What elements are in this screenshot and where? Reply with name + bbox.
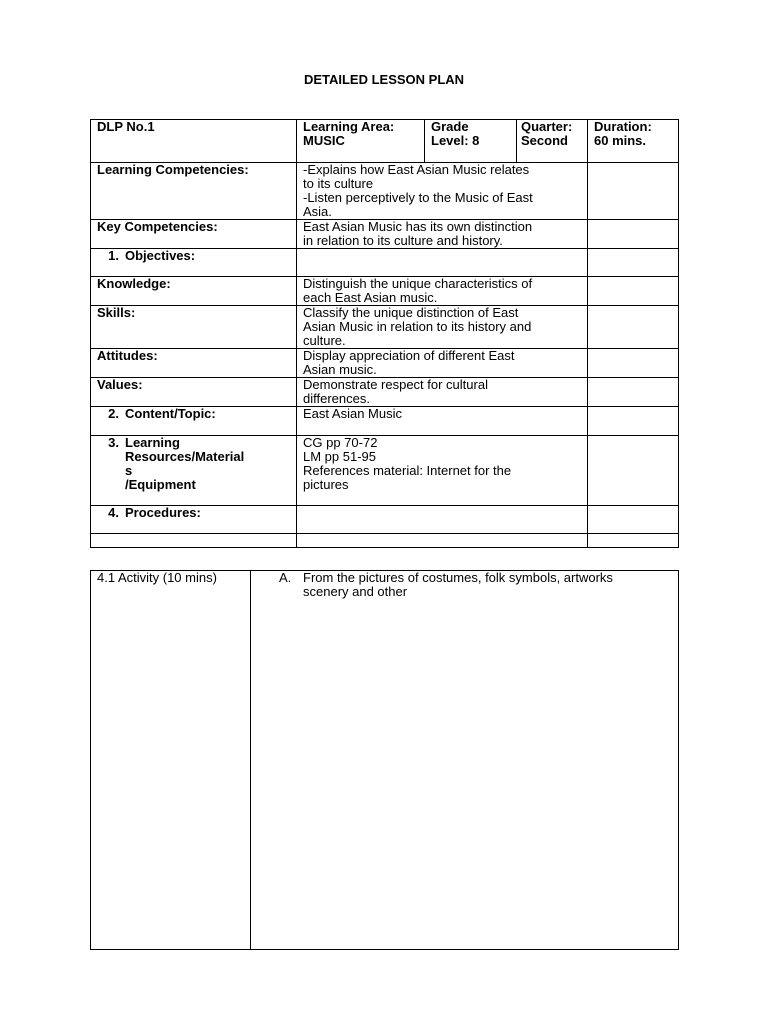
- duration-value: 60 mins.: [594, 133, 647, 148]
- text-line: pictures: [303, 477, 349, 492]
- resources-value: [297, 436, 588, 506]
- list-number: 2.: [108, 406, 119, 421]
- text-line: Distinguish the unique characteristics of: [303, 276, 533, 291]
- attitudes-row: [91, 349, 679, 378]
- learning-competencies-row: [91, 163, 679, 220]
- objectives-label-cell: [91, 249, 297, 277]
- text-line: Demonstrate respect for cultural: [303, 377, 488, 392]
- text-line: -Listen perceptively to the Music of East: [303, 190, 533, 205]
- empty-cell: [588, 534, 679, 548]
- empty-cell: [297, 506, 588, 534]
- grade-cell: [425, 120, 517, 163]
- procedures-label: Procedures:: [125, 505, 201, 520]
- empty-cell: [297, 534, 588, 548]
- empty-cell: [588, 163, 679, 220]
- empty-cell: [588, 220, 679, 249]
- document-title: DETAILED LESSON PLAN: [303, 72, 465, 87]
- activity-text-line: scenery and other: [303, 584, 408, 599]
- text-line: Asian Music in relation to its history and: [303, 319, 532, 334]
- empty-cell: [91, 534, 297, 548]
- item-marker: A.: [279, 570, 292, 585]
- resources-label-line: Learning: [125, 435, 180, 450]
- activity-text-line: From the pictures of costumes, folk symbols, artworks: [303, 570, 613, 585]
- key-competencies-row: [91, 220, 679, 249]
- activity-label: 4.1 Activity (10 mins): [91, 571, 251, 950]
- duration-label: Duration:: [594, 119, 652, 134]
- resources-label-cell: [91, 436, 297, 506]
- text-line: Asia.: [303, 204, 332, 219]
- blank-row: [91, 534, 679, 548]
- empty-cell: [588, 378, 679, 407]
- text-line: each East Asian music.: [303, 290, 438, 305]
- knowledge-label: Knowledge:: [91, 277, 297, 306]
- learning-area-label: Learning Area:: [303, 119, 395, 134]
- quarter-value: Second: [521, 133, 568, 148]
- knowledge-value: [297, 277, 588, 306]
- resources-label-line: Resources/Material: [125, 449, 245, 464]
- attitudes-value: [297, 349, 588, 378]
- empty-cell: [297, 249, 588, 277]
- content-label: Content/Topic:: [125, 406, 216, 421]
- values-row: [91, 378, 679, 407]
- key-competencies-value: [297, 220, 588, 249]
- dlp-number-cell: [91, 120, 297, 163]
- list-number: 4.: [108, 505, 119, 520]
- dlp-number: DLP No.1: [97, 119, 155, 134]
- key-competencies-label: Key Competencies:: [91, 220, 297, 249]
- quarter-label: Quarter:: [521, 119, 573, 134]
- text-line: Display appreciation of different East: [303, 348, 515, 363]
- grade-value: Level: 8: [431, 133, 480, 148]
- text-line: Asian music.: [303, 362, 377, 377]
- text-line: to its culture: [303, 176, 374, 191]
- activity-row: [91, 571, 679, 950]
- resources-row: [91, 436, 679, 506]
- duration-cell: [588, 120, 679, 163]
- learning-area-cell: [297, 120, 425, 163]
- text-line: East Asian Music has its own distinction: [303, 219, 533, 234]
- skills-value: [297, 306, 588, 349]
- procedures-row: [91, 506, 679, 534]
- empty-cell: [588, 306, 679, 349]
- resources-label-line: /Equipment: [125, 477, 196, 492]
- header-row: [91, 120, 679, 163]
- skills-row: [91, 306, 679, 349]
- procedures-label-cell: [91, 506, 297, 534]
- text-line: differences.: [303, 391, 370, 406]
- text-line: -Explains how East Asian Music relates: [303, 162, 530, 177]
- text-line: References material: Internet for the: [303, 463, 512, 478]
- text-line: Classify the unique distinction of East: [303, 305, 519, 320]
- lesson-plan-table: [90, 119, 679, 548]
- skills-label: Skills:: [91, 306, 297, 349]
- content-value: East Asian Music: [297, 407, 588, 436]
- knowledge-row: [91, 277, 679, 306]
- learning-competencies-value: [297, 163, 588, 220]
- text-line: CG pp 70-72: [303, 435, 378, 450]
- text-line: in relation to its culture and history.: [303, 233, 503, 248]
- grade-label: Grade: [431, 119, 469, 134]
- attitudes-label: Attitudes:: [91, 349, 297, 378]
- empty-cell: [588, 249, 679, 277]
- empty-cell: [588, 407, 679, 436]
- activity-table: [90, 570, 679, 950]
- empty-cell: [588, 506, 679, 534]
- objectives-row: [91, 249, 679, 277]
- values-label: Values:: [91, 378, 297, 407]
- content-label-cell: [91, 407, 297, 436]
- learning-competencies-label: Learning Competencies:: [91, 163, 297, 220]
- empty-cell: [588, 277, 679, 306]
- text-line: LM pp 51-95: [303, 449, 376, 464]
- learning-area-value: MUSIC: [303, 133, 345, 148]
- activity-content: [251, 571, 679, 950]
- list-number: 1.: [108, 248, 119, 263]
- empty-cell: [588, 349, 679, 378]
- empty-cell: [588, 436, 679, 506]
- resources-label-line: s: [125, 463, 133, 478]
- quarter-cell: [517, 120, 588, 163]
- objectives-label: Objectives:: [125, 248, 196, 263]
- values-value: [297, 378, 588, 407]
- list-number: 3.: [108, 435, 119, 450]
- text-line: culture.: [303, 333, 346, 348]
- content-row: [91, 407, 679, 436]
